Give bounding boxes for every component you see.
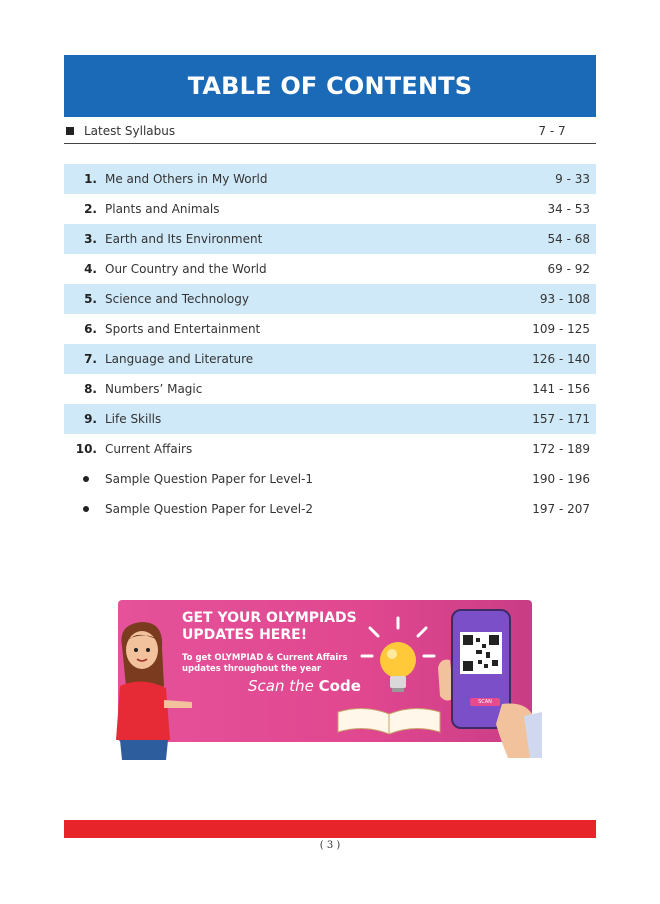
toc-number: 6. [84,322,97,336]
toc-pages: 54 - 68 [547,232,590,246]
toc-title: Current Affairs [105,442,193,456]
toc-pages: 126 - 140 [532,352,590,366]
page-title: TABLE OF CONTENTS [187,72,473,100]
toc-number: 1. [84,172,97,186]
syllabus-row [64,118,596,144]
toc-title: Me and Others in My World [105,172,268,186]
bullet-icon [64,476,97,482]
page-number: ( 3 ) [319,840,341,851]
toc-row [64,374,596,404]
toc-title: Language and Literature [105,352,254,366]
toc-row [64,164,596,194]
toc-row [64,434,596,464]
banner-subtitle [182,653,352,675]
toc-number: 2. [84,202,97,216]
square-bullet-icon [66,127,74,135]
toc-row [64,284,596,314]
toc-number: 9. [84,412,97,426]
syllabus-label: Latest Syllabus [84,123,176,138]
toc-pages: 157 - 171 [532,412,590,426]
toc-row [64,224,596,254]
bullet-icon [64,506,97,512]
toc-row [64,194,596,224]
toc-pages: 93 - 108 [539,292,590,306]
code-word: Code [318,677,361,695]
toc-number: 4. [84,262,97,276]
toc-header-bar [64,55,596,117]
toc-row [64,314,596,344]
toc-pages: 172 - 189 [532,442,590,456]
toc-pages: 9 - 33 [555,172,590,186]
toc-title: Sample Question Paper for Level-1 [105,472,314,486]
toc-title: Numbers’ Magic [105,382,203,396]
toc-number: 3. [84,232,97,246]
open-book-icon [334,702,444,736]
toc-title: Life Skills [105,412,162,426]
toc-number: 8. [84,382,97,396]
toc-pages: 197 - 207 [532,502,590,516]
banner-title-line1: GET YOUR OLYMPIADS [182,610,357,626]
toc-title: Sample Question Paper for Level-2 [105,502,314,516]
toc-number: 10. [75,442,97,456]
toc-number: 5. [84,292,97,306]
toc-pages: 141 - 156 [532,382,590,396]
phone-qr-icon [438,608,544,758]
banner-subtitle-line1: To get OLYMPIAD & Current Affairs [182,653,348,663]
promo-banner [108,598,544,760]
syllabus-pages: 7 - 7 [538,123,566,138]
scan-the-code-text [248,677,361,695]
lightbulb-icon [358,616,438,706]
toc-title: Earth and Its Environment [105,232,263,246]
toc-row [64,404,596,434]
toc-title: Science and Technology [105,292,249,306]
toc-title: Plants and Animals [105,202,220,216]
toc-title: Sports and Entertainment [105,322,261,336]
toc-pages: 69 - 92 [547,262,590,276]
banner-title-line2: UPDATES HERE! [182,627,308,643]
toc-row [64,344,596,374]
toc-row [64,254,596,284]
toc-title: Our Country and the World [105,262,267,276]
toc-number: 7. [84,352,97,366]
toc-row [64,464,596,494]
toc-row [64,494,596,524]
banner-subtitle-line2: updates throughout the year [182,664,322,674]
footer-bar [64,820,596,838]
scan-word: Scan the [248,677,314,695]
toc-pages: 109 - 125 [532,322,590,336]
scan-button: SCAN [470,698,500,706]
toc-list [64,164,596,524]
toc-pages: 34 - 53 [547,202,590,216]
toc-pages: 190 - 196 [532,472,590,486]
